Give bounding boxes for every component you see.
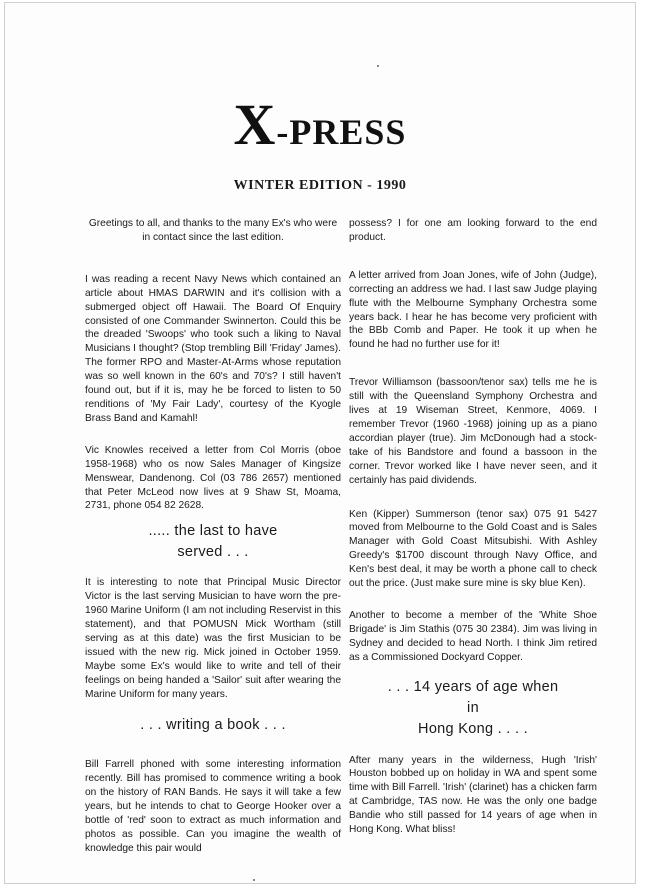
- article-paragraph: Another to become a member of the 'White Shoe Brigade' is Jim Stathis (075 30 2384). Jim was living in Sydney and decided to head North. I think Jim retired as a Commissioned Dockyard Copper.: [349, 609, 597, 663]
- article-paragraph: Trevor Williamson (bassoon/tenor sax) tells me he is still with the Queensland Symphony Orchestra and lives at 19 Wiseman Street, Kenmore, 4069. I remember Trevor (1960 -1968) joining up as a piano accordian player (true). Jim McDonough had a stock-take of his Bandstore and found a bassoon in the corner. Trevor worked like I have never seen, and it certainly has paid dividends.: [349, 377, 597, 486]
- left-column: [85, 217, 341, 869]
- heading-line: ..... the last to have: [148, 523, 278, 540]
- section-heading-last-to-have-served: [85, 521, 341, 563]
- article-paragraph: Ken (Kipper) Summerson (tenor sax) 075 91 5427 moved from Melbourne to the Gold Coast and is Sales Manager with Gold Coast Mitsubishi. With Ashley Greedy's $1700 discount through Navy Office, and Ken's best deal, it may be worth a phone call to check out the price. (Just make sure mine is sky blue Ken).: [349, 508, 597, 590]
- heading-line: served . . .: [177, 544, 249, 561]
- section-heading-fourteen-years-of-age: [349, 677, 597, 740]
- scan-speck: [377, 65, 379, 67]
- edition-line: WINTER EDITION - 1990: [233, 178, 407, 193]
- heading-line: Hong Kong . . . .: [418, 720, 528, 737]
- article-paragraph: It is interesting to note that Principal Music Director Victor is the last serving Musician to have worn the pre-1960 Marine Uniform (I am not including Reservist in this statement), and that POMUSN Mick Wortham (still serving as at this date) was the first Musician to be issued with the new rig. Mick joined in October 1959. Maybe some Ex's would like to write and tell of their feelings on being handed a 'Sailor' suit after wearing the Marine Uniform for many years.: [85, 577, 341, 700]
- article-paragraph: possess? I for one am looking forward to the end product.: [349, 218, 597, 243]
- article-paragraph: After many years in the wilderness, Hugh 'Irish' Houston bobbed up on holiday in WA and spent some time with Bill Farrell. 'Irish' (clarinet) has a chicken farm at Cambridge, TAS now. He was the only one badge Bandie who still passed for 14 years of age when in Hong Kong. What bliss!: [349, 754, 597, 836]
- masthead-initial: X: [233, 92, 277, 157]
- heading-line: in: [467, 699, 479, 716]
- right-column: [349, 217, 597, 850]
- heading-line: . . . 14 years of age when: [387, 678, 559, 695]
- newsletter-page: [4, 2, 636, 884]
- scan-speck: [253, 879, 255, 881]
- greeting-paragraph: Greetings to all, and thanks to the many Ex's who were in contact since the last edition.: [88, 218, 338, 243]
- masthead-rest: -PRESS: [276, 112, 407, 152]
- article-paragraph: A letter arrived from Joan Jones, wife of John (Judge), correcting an address we had. I last saw Judge playing flute with the Melbourne Symphany Orchestra some years back. I hear he has become very proficient with the BBb Comb and Paper. He took it up when he found he had no further use for it!: [349, 269, 597, 351]
- section-heading-writing-a-book: . . . writing a book . . .: [140, 717, 286, 734]
- article-paragraph: Bill Farrell phoned with some interesting information recently. Bill has promised to commence writing a book on the history of RAN Bands. He says it will take a few years, but he intends to chat to George Hooker over a bottle of 'red' soon to extract as much information and photos as possible. Can you imagine the wealth of knowledge this pair would: [85, 759, 341, 854]
- masthead-title: [5, 91, 635, 158]
- article-paragraph: I was reading a recent Navy News which contained an article about HMAS DARWIN and it's collision with a submerged object off Hawaii. The Board Of Enquiry consisted of one Commander Swinnerton. Could this be the dreaded 'Swoops' who took such a liking to Naval Musicians I thought? (Stop trembling Bill 'Friday' James). The former RPO and Master-At-Arms whose reputation was so well known in the 60's and 70's? I still haven't found out, but if it is, may he be forced to listen to 50 renditions of 'My Fair Lady', courtesy of the Kyogle Brass Band and Kamahl!: [85, 273, 341, 424]
- article-paragraph: Vic Knowles received a letter from Col Morris (oboe 1958-1968) who os now Sales Manager of Kingsize Menswear, Dandenong. Col (03 786 2657) mentioned that Peter McLeod now lives at 9 Shaw St, Moama, 2731, phone 054 82 2628.: [85, 444, 341, 512]
